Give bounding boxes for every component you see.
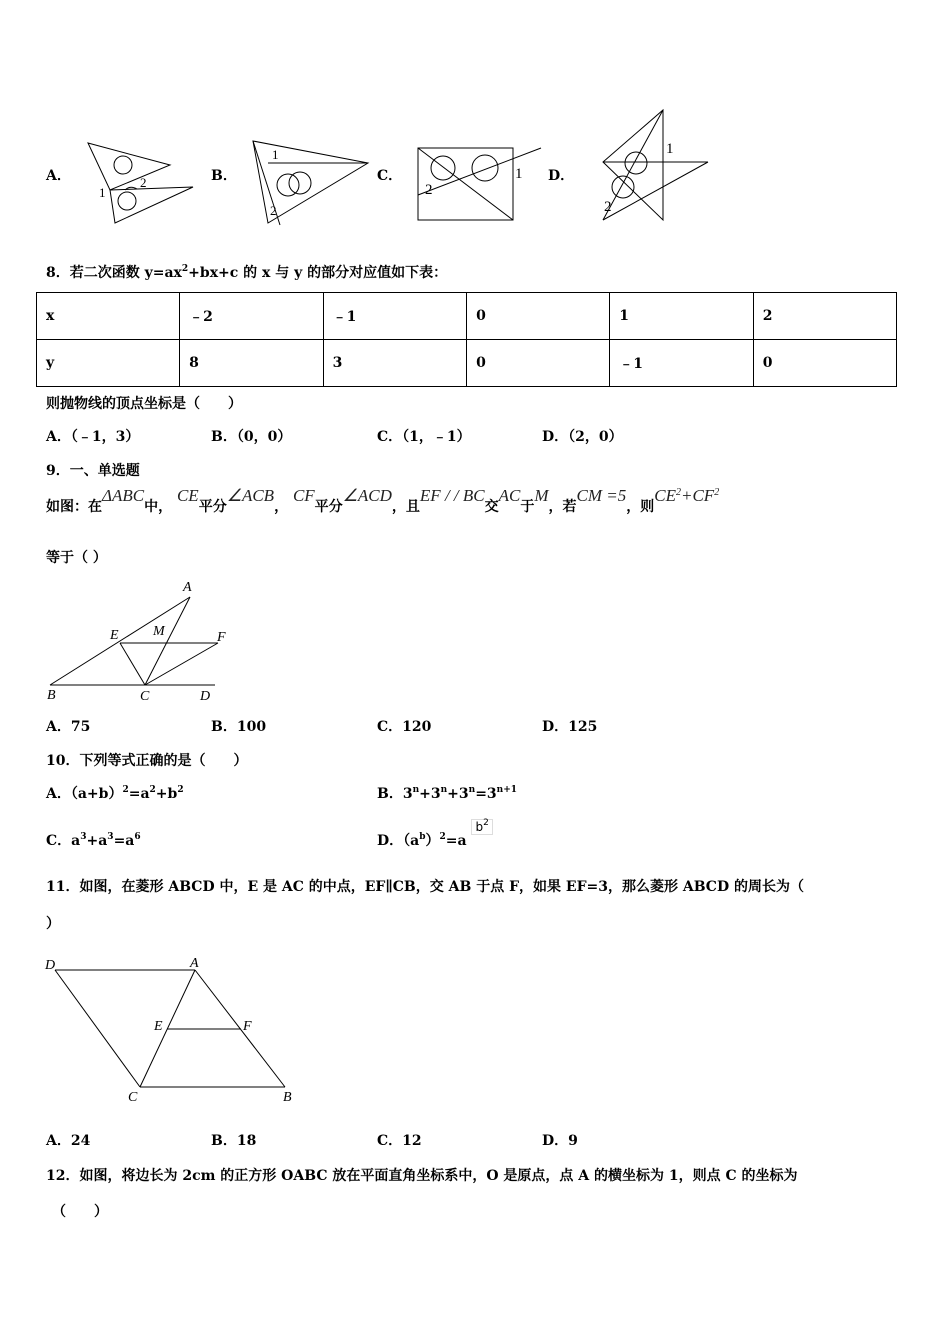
q11-stem: 11．如图，在菱形 ABCD 中，E 是 AC 的中点，EF∥CB，交 AB 于点 F，如果 EF=3，那么菱形 ABCD 的周长为（ (46, 879, 804, 895)
q7-figure-a (85, 135, 200, 230)
q8-option-b: B．（0，0） (211, 429, 292, 445)
q8-option-a: A．（﹣1，3） (46, 429, 140, 445)
table-cell: ﹣1 (610, 340, 754, 387)
q7-figure-b (250, 135, 375, 230)
q7-c-angle1: 1 (515, 166, 523, 182)
q11-stem-line2: ） (46, 916, 60, 932)
table-cell: 3 (323, 340, 467, 387)
q7-figure-c (413, 140, 548, 225)
table-cell: x (37, 293, 180, 340)
table-cell: y (37, 340, 180, 387)
q8-stem: 8．若二次函数 $y=ax^2+bx+c$ 的 x 与 y 的部分对应值如下表： (46, 264, 448, 281)
q9-label-d: D (200, 689, 211, 704)
table-cell: 1 (610, 293, 754, 340)
q9-option-c: C．120 (377, 719, 432, 735)
q11-option-d: D．9 (542, 1133, 578, 1149)
q11-option-c: C．12 (377, 1133, 422, 1149)
q10-d-image-box: $b^2$ (471, 819, 492, 835)
q9-option-d: D．125 (542, 719, 598, 735)
table-row (37, 340, 897, 387)
q11-label-f: F (243, 1019, 252, 1034)
table-cell: 0 (467, 340, 610, 387)
q10-option-a: A．$(a+b)^2=a^2+b^2$ (46, 785, 184, 802)
q10-option-c: C．$a^3+a^3=a^6$ (46, 832, 141, 849)
q7-d-angle1: 1 (666, 141, 674, 157)
q9-label-e: E (110, 628, 119, 643)
q7-option-b-letter: B． (211, 168, 237, 184)
q11-label-c: C (128, 1090, 138, 1105)
table-cell: 0 (467, 293, 610, 340)
q10-option-b: B．$3^n+3^n+3^n=3^{n+1}$ (377, 785, 518, 802)
q9-option-b: B．100 (211, 719, 267, 735)
q10-stem: 10．下列等式正确的是（ ） (46, 753, 248, 769)
q9-label-f: F (217, 630, 226, 645)
q7-d-angle2: 2 (604, 199, 612, 215)
q11-option-b: B．18 (211, 1133, 257, 1149)
q7-option-c-letter: C． (377, 168, 403, 184)
q7-option-d-letter: D． (548, 168, 575, 184)
q11-label-d: D (45, 958, 56, 973)
q7-option-a-letter: A． (46, 168, 71, 184)
q7-b-angle1: 1 (272, 147, 279, 162)
q9-figure (40, 575, 230, 710)
q7-a-angle1: 1 (99, 185, 106, 200)
table-cell: ﹣2 (180, 293, 324, 340)
q11-label-e: E (154, 1019, 163, 1034)
q11-option-a: A．24 (46, 1133, 91, 1149)
table-cell: 0 (753, 340, 896, 387)
q9-stem-line2: 等于（ ） (46, 550, 107, 566)
q9-label-a: A (183, 580, 192, 595)
table-cell: 8 (180, 340, 324, 387)
q8-question: 则抛物线的顶点坐标是（ ） (46, 396, 242, 412)
q9-heading: 9．一、单选题 (46, 463, 140, 479)
q7-a-angle2: 2 (140, 175, 147, 190)
table-row (37, 293, 897, 340)
q8-option-c: C．（1，﹣1） (377, 429, 471, 445)
q12-stem: 12．如图，将边长为 2cm 的正方形 OABC 放在平面直角坐标系中，O 是原点，点 A 的横坐标为 1，则点 C 的坐标为 (46, 1168, 798, 1184)
q12-stem-line2: （ ） (52, 1204, 108, 1220)
q9-label-m: M (153, 624, 165, 639)
q7-figure-d (598, 105, 713, 227)
q11-label-b: B (283, 1090, 292, 1105)
q9-option-a: A．75 (46, 719, 91, 735)
q11-label-a: A (190, 956, 199, 971)
q10-option-d: D．$(a^b)^2=a$ $b^2$ (377, 830, 493, 850)
q9-label-c: C (140, 689, 150, 704)
q8-value-table (36, 292, 897, 387)
table-cell: ﹣1 (323, 293, 467, 340)
q11-figure (40, 950, 305, 1110)
q8-option-d: D．（2，0） (542, 429, 623, 445)
table-cell: 2 (753, 293, 896, 340)
q9-stem: 如图：在ΔABC中， CE平分∠ACB， CF平分∠ACD，且EF / / BC交AC于M，若CM =5，则$CE^2+CF^2$ (46, 486, 720, 515)
q7-c-angle2: 2 (425, 182, 433, 198)
q9-label-b: B (47, 688, 56, 703)
q7-b-angle2: 2 (270, 203, 277, 218)
